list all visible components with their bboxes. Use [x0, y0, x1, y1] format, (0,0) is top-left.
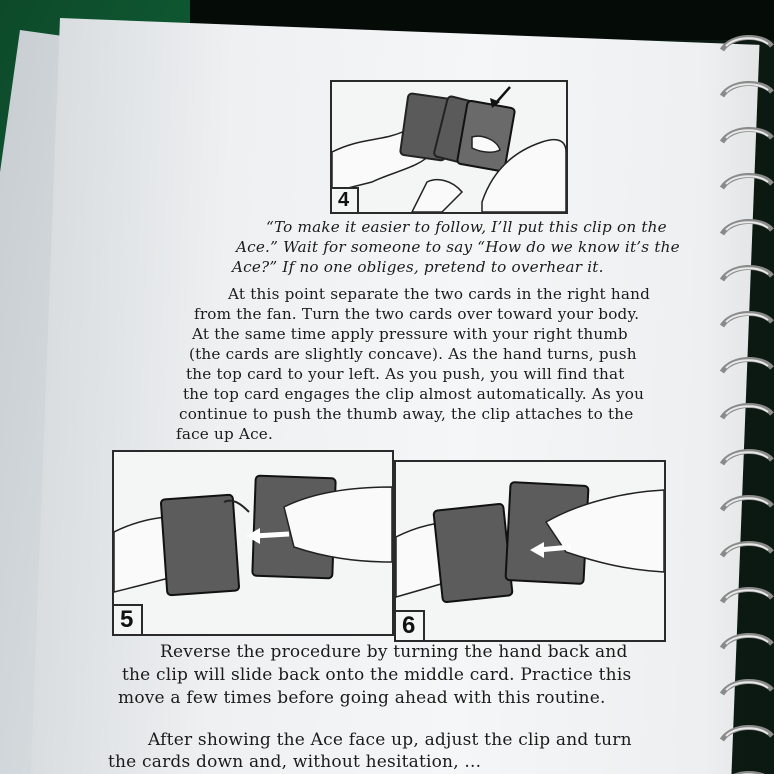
- figure-4-number: 4: [332, 187, 359, 212]
- text-line: the top card engages the clip almost automatically. As you: [183, 385, 645, 403]
- text-line: the clip will slide back onto the middle card. Practice this: [122, 665, 632, 685]
- text-line: the top card to your left. As you push, you will find that: [186, 365, 625, 383]
- text-line: face up Ace.: [176, 425, 274, 443]
- text-line: At this point separate the two cards in the right hand: [228, 285, 651, 303]
- figure-6-number: 6: [396, 610, 425, 640]
- text-line: the cards down and, without hesitation, ...: [108, 752, 482, 772]
- text-line: After showing the Ace face up, adjust the clip and turn: [148, 730, 632, 750]
- text-line: “To make it easier to follow, I’ll put this clip on the: [266, 218, 667, 236]
- text-line: from the fan. Turn the two cards over toward your body.: [194, 305, 640, 323]
- spiral-binding: [714, 0, 774, 774]
- text-line: continue to push the thumb away, the clip attaches to the: [179, 405, 634, 423]
- text-line: Ace.” Wait for someone to say “How do we know it’s the: [236, 238, 680, 256]
- text-line: Ace?” If no one obliges, pretend to overhear it.: [232, 258, 604, 276]
- text-line: Reverse the procedure by turning the hand back and: [160, 642, 628, 662]
- figure-5-number: 5: [114, 604, 143, 634]
- text-line: (the cards are slightly concave). As the hand turns, push: [189, 345, 637, 363]
- text-line: At the same time apply pressure with your right thumb: [192, 325, 628, 343]
- text-line: move a few times before going ahead with this routine.: [118, 688, 606, 708]
